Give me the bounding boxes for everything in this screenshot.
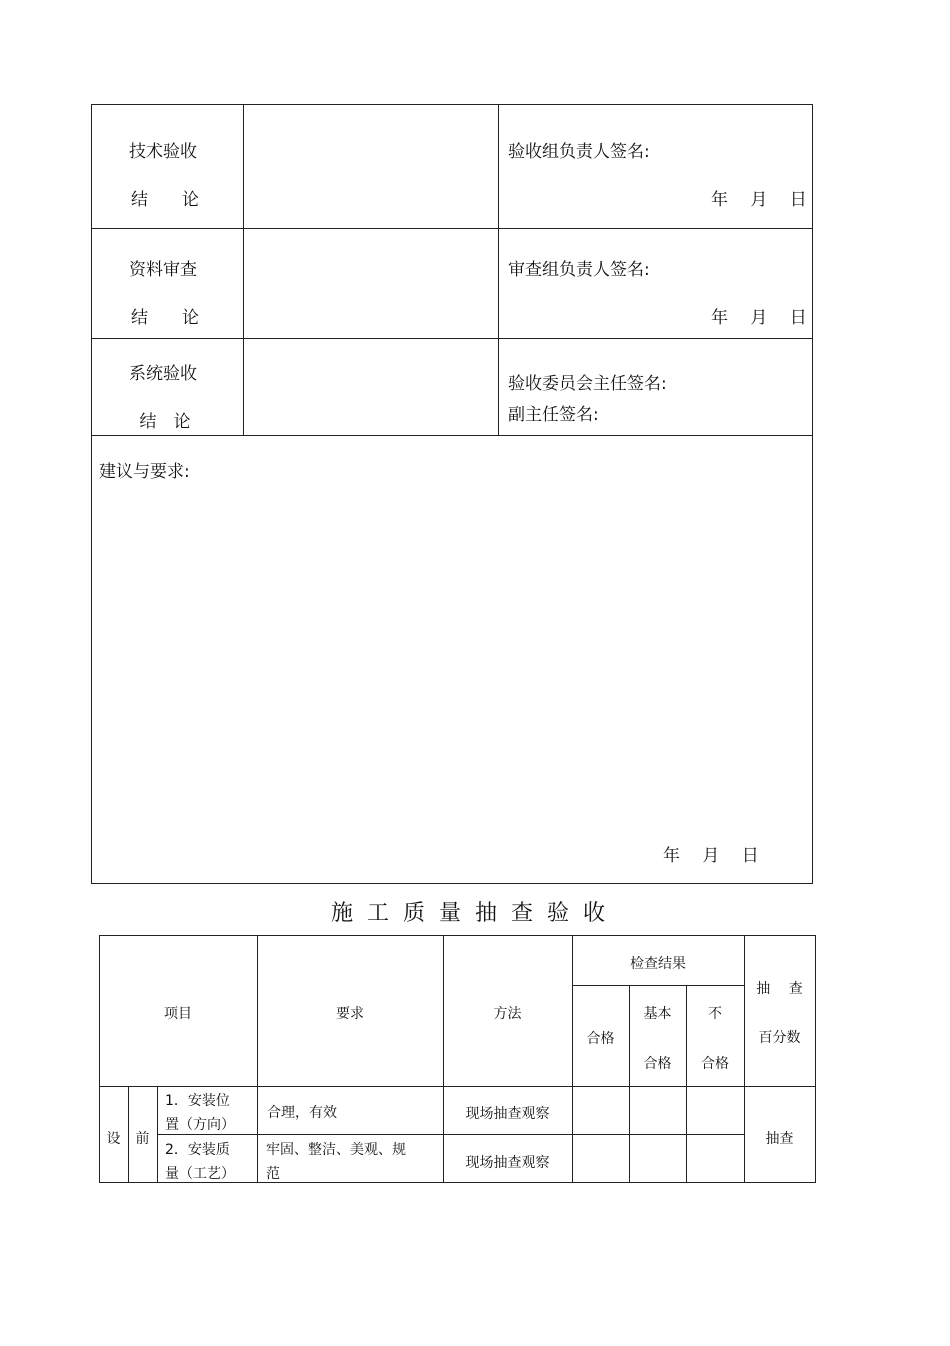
section-title: 施工质量抽查验收	[330, 901, 620, 926]
header-sample-1: 抽 查	[756, 981, 803, 997]
header-basic-pass-2: 合格	[643, 1056, 672, 1072]
header-fail-2: 合格	[701, 1056, 729, 1072]
group-label-2: 前	[135, 1131, 150, 1147]
suggestion-label: 建议与要求:	[99, 462, 190, 482]
doc-sign-label: 审查组负责人签名:	[508, 260, 650, 280]
header-method: 方法	[493, 1006, 522, 1022]
sys-sign-label: 验收委员会主任签名:	[508, 374, 667, 394]
header-item: 项目	[164, 1006, 192, 1022]
group-label-1: 设	[106, 1131, 121, 1147]
tech-conclusion-label: 结 论	[131, 190, 199, 210]
row1-item-line1: 1．安装位	[165, 1093, 230, 1109]
row2-requirement-line1: 牢固、整洁、美观、规	[266, 1142, 406, 1158]
row1-item-line2: 置（方向）	[165, 1117, 235, 1133]
header-check-result: 检查结果	[630, 956, 686, 972]
row2-item-line2: 量（工艺）	[165, 1166, 235, 1182]
header-basic-pass-1: 基本	[643, 1006, 672, 1022]
doc-conclusion-label: 结 论	[131, 308, 199, 328]
tech-acceptance-label: 技术验收	[129, 142, 197, 162]
header-requirement: 要求	[336, 1006, 364, 1022]
header-sample-2: 百分数	[758, 1030, 801, 1046]
sys-acceptance-label: 系统验收	[129, 364, 197, 384]
header-fail-1: 不	[708, 1006, 722, 1022]
table-row	[165, 1089, 235, 1137]
row1-requirement: 合理，有效	[267, 1105, 337, 1121]
tech-sign-label: 验收组负责人签名:	[508, 142, 650, 162]
tech-date: 年 月 日	[711, 190, 807, 210]
sample-value: 抽查	[765, 1131, 794, 1147]
suggestion-date: 年 月 日	[663, 846, 759, 866]
row2-method: 现场抽查观察	[465, 1155, 550, 1171]
header-pass: 合格	[586, 1031, 615, 1047]
row2-requirement	[266, 1138, 406, 1186]
row2-requirement-line2: 范	[266, 1166, 280, 1182]
sys-conclusion-label: 结 论	[139, 412, 191, 432]
table-row	[165, 1138, 235, 1186]
row2-item-line1: 2．安装质	[165, 1142, 230, 1158]
doc-review-label: 资料审查	[129, 260, 197, 280]
row1-method: 现场抽查观察	[465, 1106, 550, 1122]
doc-date: 年 月 日	[711, 308, 807, 328]
sys-vice-sign-label: 副主任签名:	[508, 405, 599, 425]
